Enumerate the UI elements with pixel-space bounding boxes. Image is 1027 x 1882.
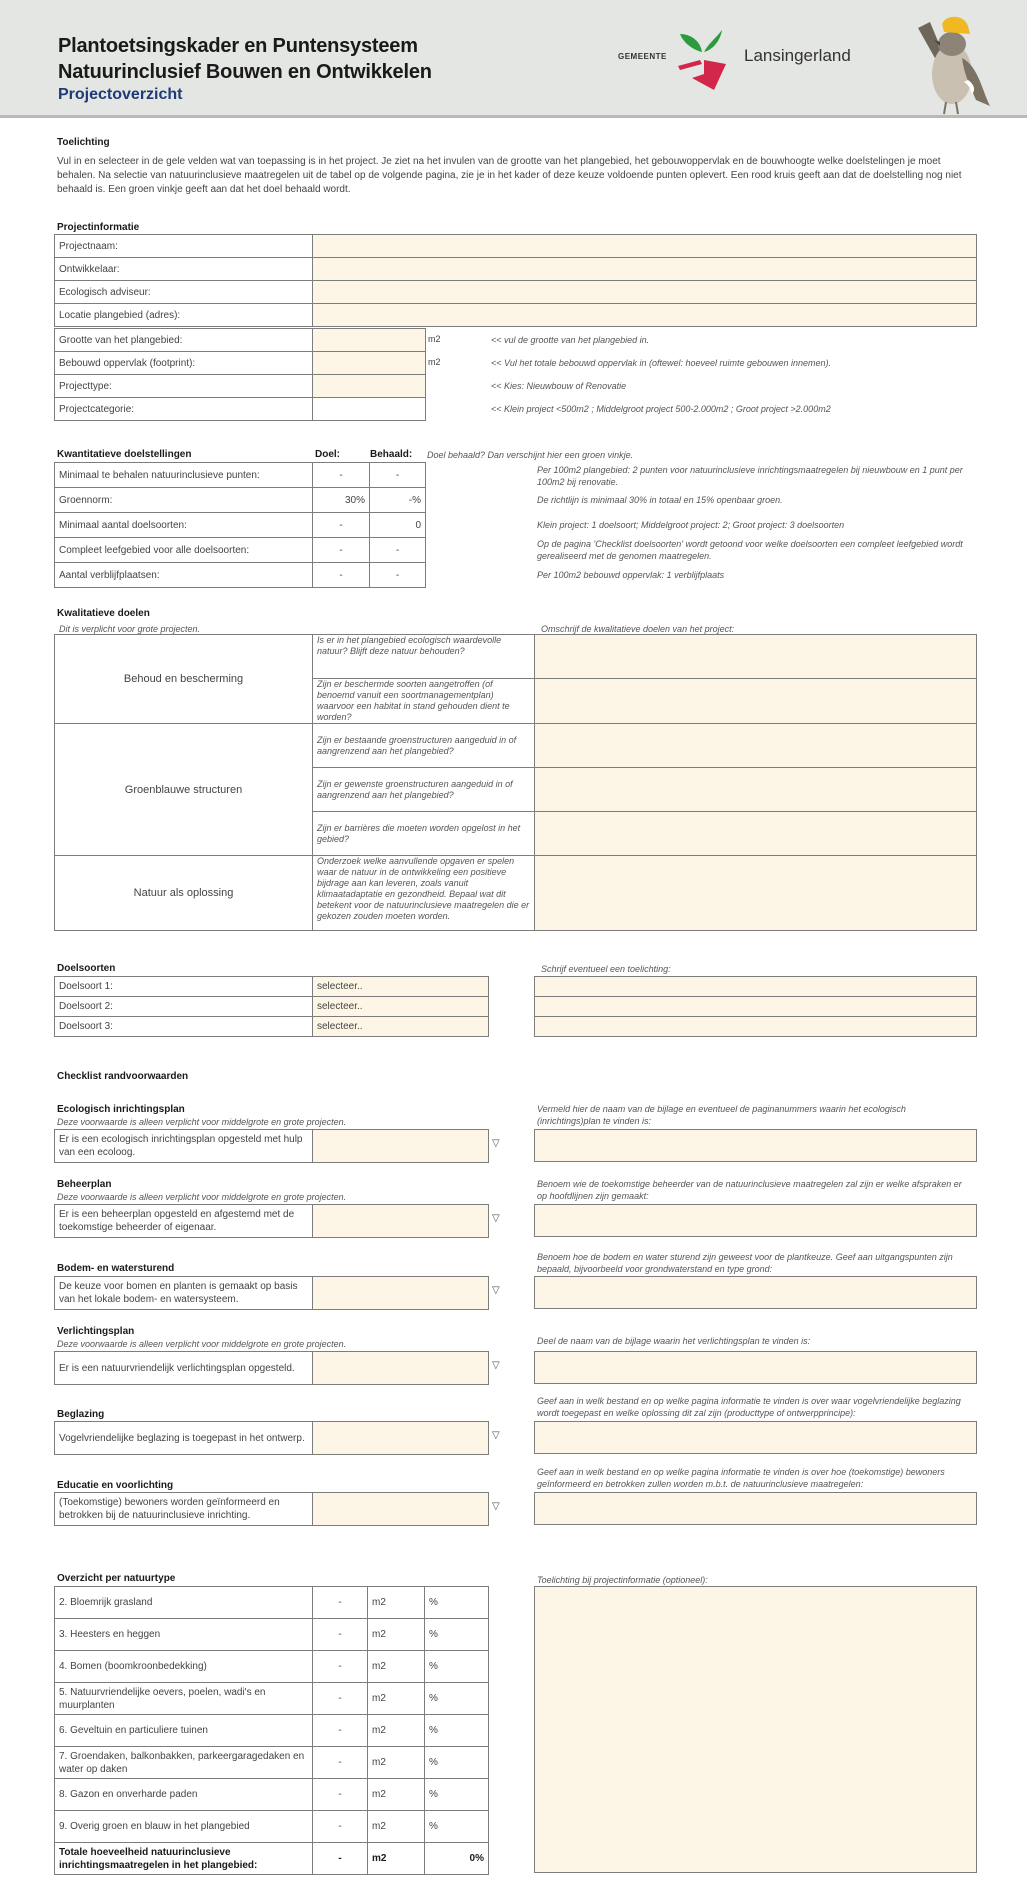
ecologisch-adviseur-input[interactable] xyxy=(313,281,977,304)
checklist-item-right-label: Geef aan in welk bestand en op welke pagina informatie te vinden is over waar vogelvriendelijke beglazing wordt toegepast en welke oplossing dit zal zijn (producttype of ontwerpprincipe): xyxy=(537,1396,961,1418)
table-row xyxy=(55,1651,489,1683)
grootte-plangebied-input[interactable] xyxy=(313,329,426,352)
natuurtype-pct: % xyxy=(425,1779,489,1811)
doelsoort-select[interactable]: selecteer.. xyxy=(313,997,489,1017)
bebouwd-oppervlak-input[interactable] xyxy=(313,352,426,375)
goal-note: Klein project: 1 doelsoort; Middelgroot project: 2; Groot project: 3 doelsoorten xyxy=(537,520,845,530)
overzicht-right-label: Toelichting bij projectinformatie (optioneel): xyxy=(537,1575,708,1585)
dropdown-arrow-icon[interactable]: ▽ xyxy=(492,1285,500,1296)
natuurtype-unit: m2 xyxy=(368,1619,425,1651)
table-row xyxy=(55,513,426,538)
checklist-item-note: Deze voorwaarde is alleen verplicht voor middelgrote en grote projecten. xyxy=(57,1192,347,1202)
goal-label: Groennorm: xyxy=(55,488,313,513)
projectcategorie-value xyxy=(313,398,426,421)
natuurtype-unit: m2 xyxy=(368,1651,425,1683)
checklist-statement: Er is een beheerplan opgesteld en afgestemd met de toekomstige beheerder of eigenaar. xyxy=(55,1205,313,1238)
natuurtype-value: - xyxy=(313,1715,368,1747)
natuurtype-label: 3. Heesters en heggen xyxy=(55,1619,313,1651)
goal-note: Per 100m2 plangebied: 2 punten voor natuurinclusieve inrichtingsmaatregelen bij nieuwbouw en 1 punt per 100m2 bij renovatie. xyxy=(537,465,963,487)
projectinformatie-table xyxy=(54,234,977,327)
goal-doel: - xyxy=(313,538,370,563)
question-text: Zijn er beschermde soorten aangetroffen (of benoemd vanuit een soortmanagementplan) waarvoor een habitat in stand gehouden dient te worden? xyxy=(313,679,535,724)
checklist-title: Checklist randvoorwaarden xyxy=(57,1071,189,1082)
natuurtype-label: 4. Bomen (boomkroonbedekking) xyxy=(55,1651,313,1683)
kwalitatief-answer-input[interactable] xyxy=(535,724,977,768)
beheerplan-select[interactable] xyxy=(313,1205,489,1238)
checklist-item-right-label: Benoem wie de toekomstige beheerder van de natuurinclusieve maatregelen zal zijn er welke afspraken er op hoofdlijnen zijn gemaakt: xyxy=(537,1179,962,1201)
table-row xyxy=(55,1715,489,1747)
natuurtype-unit: m2 xyxy=(368,1683,425,1715)
field-label: Locatie plangebied (adres): xyxy=(55,304,313,327)
checklist-statement: Vogelvriendelijke beglazing is toegepast in het ontwerp. xyxy=(55,1422,313,1455)
natuurtype-pct: % xyxy=(425,1587,489,1619)
locatie-input[interactable] xyxy=(313,304,977,327)
natuurtype-unit: m2 xyxy=(368,1587,425,1619)
natuurtype-value: - xyxy=(313,1587,368,1619)
goal-behaald: -% xyxy=(370,488,426,513)
toelichting-title: Toelichting xyxy=(57,137,110,148)
table-row xyxy=(55,304,977,327)
projectinformatie-toelichting-input[interactable] xyxy=(534,1586,977,1873)
doelsoort-toelichting-input[interactable] xyxy=(535,977,977,997)
kwalitatief-title: Kwalitatieve doelen xyxy=(57,608,150,619)
table-row xyxy=(55,281,977,304)
kwalitatief-answer-input[interactable] xyxy=(535,856,977,931)
table-row xyxy=(55,375,426,398)
field-label: Projectnaam: xyxy=(55,235,313,258)
goal-doel: - xyxy=(313,563,370,588)
table-row xyxy=(55,997,489,1017)
checklist-statement: De keuze voor bomen en planten is gemaakt op basis van het lokale bodem- en watersysteem. xyxy=(55,1277,313,1310)
kwalitatief-table xyxy=(54,634,977,931)
field-label: Grootte van het plangebied: xyxy=(55,329,313,352)
goal-behaald: - xyxy=(370,563,426,588)
natuurtype-pct: % xyxy=(425,1715,489,1747)
educatie-voorlichting-select[interactable] xyxy=(313,1493,489,1526)
checklist-item-table xyxy=(54,1421,489,1455)
natuurtype-value: - xyxy=(313,1779,368,1811)
total-value: - xyxy=(313,1843,368,1875)
goal-label: Compleet leefgebied voor alle doelsoorten: xyxy=(55,538,313,563)
natuurtype-unit: m2 xyxy=(368,1811,425,1843)
page-header xyxy=(0,0,1027,118)
checklist-statement: Er is een natuurvriendelijk verlichtingsplan opgesteld. xyxy=(55,1352,313,1385)
document-title-line2: Natuurinclusief Bouwen en Ontwikkelen xyxy=(58,61,432,83)
dropdown-arrow-icon[interactable]: ▽ xyxy=(492,1360,500,1371)
overzicht-title: Overzicht per natuurtype xyxy=(57,1573,176,1584)
field-label: Bebouwd oppervlak (footprint): xyxy=(55,352,313,375)
table-row xyxy=(55,538,426,563)
natuurtype-value: - xyxy=(313,1619,368,1651)
natuurtype-pct: % xyxy=(425,1619,489,1651)
doelsoorten-title: Doelsoorten xyxy=(57,963,116,974)
checklist-toelichting-input[interactable] xyxy=(534,1129,977,1162)
mascot-bird-icon xyxy=(890,10,1010,118)
total-pct: 0% xyxy=(425,1843,489,1875)
table-row xyxy=(55,329,426,352)
checklist-item-table xyxy=(54,1492,489,1526)
table-row xyxy=(55,1683,489,1715)
table-row xyxy=(55,463,426,488)
hint-text: << Vul het totale bebouwd oppervlak in (oftewel: hoeveel ruimte gebouwen innemen). xyxy=(491,358,832,368)
group-label: Natuur als oplossing xyxy=(55,856,313,931)
dropdown-arrow-icon[interactable]: ▽ xyxy=(492,1501,500,1512)
group-label: Groenblauwe structuren xyxy=(55,724,313,856)
doelsoorten-right-label: Schrijf eventueel een toelichting: xyxy=(541,964,671,974)
verlichtingsplan-select[interactable] xyxy=(313,1352,489,1385)
checklist-toelichting-input[interactable] xyxy=(534,1204,977,1237)
checklist-item-note: Deze voorwaarde is alleen verplicht voor middelgrote en grote projecten. xyxy=(57,1339,347,1349)
table-row xyxy=(55,1017,489,1037)
natuurtype-value: - xyxy=(313,1651,368,1683)
checklist-item-title: Bodem- en watersturend xyxy=(57,1263,175,1274)
table-row xyxy=(55,235,977,258)
table-row xyxy=(55,977,489,997)
document-subtitle: Projectoverzicht xyxy=(58,86,183,103)
checklist-toelichting-input[interactable] xyxy=(534,1276,977,1309)
natuurtype-unit: m2 xyxy=(368,1779,425,1811)
natuurtype-label: 6. Geveltuin en particuliere tuinen xyxy=(55,1715,313,1747)
natuurtype-value: - xyxy=(313,1683,368,1715)
group-label: Behoud en bescherming xyxy=(55,635,313,724)
field-label: Projecttype: xyxy=(55,375,313,398)
table-row xyxy=(55,724,977,768)
dropdown-arrow-icon[interactable]: ▽ xyxy=(492,1430,500,1441)
col-doel-header: Doel: xyxy=(315,449,340,460)
dropdown-arrow-icon[interactable]: ▽ xyxy=(492,1138,500,1149)
total-label: Totale hoeveelheid natuurinclusieve inrichtingsmaatregelen in het plangebied: xyxy=(55,1843,313,1875)
behaald-note: Doel behaald? Dan verschijnt hier een groen vinkje. xyxy=(427,450,634,460)
goal-doel: 30% xyxy=(313,488,370,513)
projectinformatie-short-table xyxy=(54,328,426,421)
checklist-item-title: Beglazing xyxy=(57,1409,105,1420)
kwantitatief-title: Kwantitatieve doelstellingen xyxy=(57,449,192,460)
dropdown-arrow-icon[interactable]: ▽ xyxy=(492,1213,500,1224)
table-row xyxy=(55,1747,489,1779)
doelsoort-toelichting-input[interactable] xyxy=(535,997,977,1017)
logo-prefix: GEMEENTE xyxy=(618,52,667,61)
goal-doel: - xyxy=(313,463,370,488)
hint-text: << vul de grootte van het plangebied in. xyxy=(491,335,650,345)
field-label: Projectcategorie: xyxy=(55,398,313,421)
table-row xyxy=(55,398,426,421)
logo-name: Lansingerland xyxy=(744,46,851,65)
doelsoort-select[interactable]: selecteer.. xyxy=(313,1017,489,1037)
field-label: Ontwikkelaar: xyxy=(55,258,313,281)
goal-behaald: - xyxy=(370,463,426,488)
total-row xyxy=(55,1843,489,1875)
question-text: Is er in het plangebied ecologisch waardevolle natuur? Blijft deze natuur behouden? xyxy=(313,635,535,679)
toelichting-text: Vul in en selecteer in de gele velden wat van toepassing is in het project. Je ziet na het invulen van de grootte van het plangebied, het gebouwoppervlak en de bouwhoogte welke doelstelingen je moet behalen. Na selectie van natuurinclusieve maatregelen uit de tabel op de volgende pagina, zie je in het kader of deze keuze voldoende punten oplevert. Een rood kruis geeft aan dat de doelstelling nog niet behaald is. Een groen vinkje geeft aan dat het doel behaald wordt. xyxy=(57,156,962,195)
table-row xyxy=(55,1587,489,1619)
natuurtype-value: - xyxy=(313,1747,368,1779)
table-row xyxy=(55,1811,489,1843)
checklist-item-table xyxy=(54,1276,489,1310)
beglazing-select[interactable] xyxy=(313,1422,489,1455)
goal-behaald: - xyxy=(370,538,426,563)
document-title-line1: Plantoetsingskader en Puntensysteem xyxy=(58,35,418,57)
checklist-item-title: Verlichtingsplan xyxy=(57,1326,135,1337)
checklist-item-note: Deze voorwaarde is alleen verplicht voor middelgrote en grote projecten. xyxy=(57,1117,347,1127)
table-row xyxy=(55,635,977,679)
projectnaam-input[interactable] xyxy=(313,235,977,258)
checklist-toelichting-input[interactable] xyxy=(534,1421,977,1454)
doelsoort-toelichting-input[interactable] xyxy=(535,1017,977,1037)
natuurtype-unit: m2 xyxy=(368,1715,425,1747)
checklist-item-title: Educatie en voorlichting xyxy=(57,1480,174,1491)
natuurtype-label: 9. Overig groen en blauw in het plangebied xyxy=(55,1811,313,1843)
doelsoort-label: Doelsoort 2: xyxy=(55,997,313,1017)
table-row xyxy=(55,563,426,588)
overzicht-table xyxy=(54,1586,489,1875)
kwalitatief-answer-input[interactable] xyxy=(535,635,977,679)
natuurtype-label: 2. Bloemrijk grasland xyxy=(55,1587,313,1619)
table-row xyxy=(55,856,977,931)
logo-sprout-icon xyxy=(674,30,738,90)
checklist-toelichting-input[interactable] xyxy=(534,1492,977,1525)
question-text: Zijn er bestaande groenstructuren aangeduid in of aangrenzend aan het plangebied? xyxy=(313,724,535,768)
checklist-item-table xyxy=(54,1129,489,1163)
doelsoorten-table xyxy=(54,976,489,1037)
unit-label: m2 xyxy=(428,357,441,367)
field-label: Ecologisch adviseur: xyxy=(55,281,313,304)
checklist-item-table xyxy=(54,1351,489,1385)
hint-text: << Kies: Nieuwbouw of Renovatie xyxy=(491,381,627,391)
projecttype-select[interactable] xyxy=(313,375,426,398)
question-text: Zijn er barrières die moeten worden opgelost in het gebied? xyxy=(313,812,535,856)
kwalitatief-subtitle: Dit is verplicht voor grote projecten. xyxy=(59,624,201,634)
natuurtype-label: 7. Groendaken, balkonbakken, parkeergaragedaken en water op daken xyxy=(55,1747,313,1779)
kwalitatief-right-label: Omschrijf de kwalitatieve doelen van het project: xyxy=(541,624,735,634)
natuurtype-pct: % xyxy=(425,1747,489,1779)
gemeente-logo xyxy=(618,28,851,90)
goal-note: Op de pagina 'Checklist doelsoorten' wordt getoond voor welke doelsoorten een compleet leefgebied wordt gerealiseerd met de genomen maatregelen. xyxy=(537,539,963,561)
col-behaald-header: Behaald: xyxy=(370,449,413,460)
kwantitatief-table xyxy=(54,462,426,588)
goal-behaald: 0 xyxy=(370,513,426,538)
question-text: Zijn er gewenste groenstructuren aangeduid in of aangrenzend aan het plangebied? xyxy=(313,768,535,812)
table-row xyxy=(55,352,426,375)
kwalitatief-answer-input[interactable] xyxy=(535,812,977,856)
checklist-item-table xyxy=(54,1204,489,1238)
checklist-statement: Er is een ecologisch inrichtingsplan opgesteld met hulp van een ecoloog. xyxy=(55,1130,313,1163)
natuurtype-label: 5. Natuurvriendelijke oevers, poelen, wadi's en muurplanten xyxy=(55,1683,313,1715)
unit-label: m2 xyxy=(428,334,441,344)
natuurtype-pct: % xyxy=(425,1651,489,1683)
hint-text: << Klein project <500m2 ; Middelgroot project 500-2.000m2 ; Groot project >2.000m2 xyxy=(491,404,831,414)
projectinformatie-title: Projectinformatie xyxy=(57,222,140,233)
ontwikkelaar-input[interactable] xyxy=(313,258,977,281)
natuurtype-unit: m2 xyxy=(368,1747,425,1779)
goal-note: De richtlijn is minimaal 30% in totaal en 15% openbaar groen. xyxy=(537,495,783,505)
goal-label: Minimaal te behalen natuurinclusieve punten: xyxy=(55,463,313,488)
checklist-item-right-label: Geef aan in welk bestand en op welke pagina informatie te vinden is over hoe (toekomstige) bewoners geïnformeerd en betrokken zullen worden m.b.t. de natuurinclusieve maatregelen: xyxy=(537,1467,945,1489)
kwalitatief-answer-input[interactable] xyxy=(535,768,977,812)
ecologisch-inrichtingsplan-select[interactable] xyxy=(313,1130,489,1163)
total-unit: m2 xyxy=(368,1843,425,1875)
natuurtype-value: - xyxy=(313,1811,368,1843)
goal-label: Minimaal aantal doelsoorten: xyxy=(55,513,313,538)
checklist-item-right-label: Vermeld hier de naam van de bijlage en eventueel de paginanummers waarin het ecologisch (inrichtings)plan te vinden is: xyxy=(537,1104,906,1126)
table-row xyxy=(55,258,977,281)
table-row xyxy=(55,488,426,513)
doelsoort-label: Doelsoort 1: xyxy=(55,977,313,997)
goal-note: Per 100m2 bebouwd oppervlak: 1 verblijfplaats xyxy=(537,570,725,580)
checklist-item-right-label: Deel de naam van de bijlage waarin het verlichtingsplan te vinden is: xyxy=(537,1336,811,1346)
checklist-item-title: Ecologisch inrichtingsplan xyxy=(57,1104,185,1115)
question-text: Onderzoek welke aanvullende opgaven er spelen waar de natuur in de ontwikkeling een positieve bijdrage aan kan leveren, zoals vanuit klimaatadaptatie en gezondheid. Bepaal wat dit betekent voor de natuurinclusieve maatregelen die er gekozen zouden moeten worden. xyxy=(313,856,535,931)
checklist-item-right-label: Benoem hoe de bodem en water sturend zijn geweest voor de plantkeuze. Geef aan uitgangspunten zijn bepaald, bijvoorbeeld voor grondwaterstand en type grond: xyxy=(537,1252,953,1274)
natuurtype-pct: % xyxy=(425,1811,489,1843)
natuurtype-label: 8. Gazon en onverharde paden xyxy=(55,1779,313,1811)
table-row xyxy=(55,1619,489,1651)
goal-doel: - xyxy=(313,513,370,538)
checklist-toelichting-input[interactable] xyxy=(534,1351,977,1384)
table-row xyxy=(55,1779,489,1811)
checklist-item-title: Beheerplan xyxy=(57,1179,112,1190)
bodem-watersturend-select[interactable] xyxy=(313,1277,489,1310)
kwalitatief-answer-input[interactable] xyxy=(535,679,977,724)
doelsoort-select[interactable]: selecteer.. xyxy=(313,977,489,997)
goal-label: Aantal verblijfplaatsen: xyxy=(55,563,313,588)
checklist-statement: (Toekomstige) bewoners worden geïnformeerd en betrokken bij de natuurinclusieve inrichting. xyxy=(55,1493,313,1526)
natuurtype-pct: % xyxy=(425,1683,489,1715)
doelsoorten-toelichting-table xyxy=(534,976,977,1037)
doelsoort-label: Doelsoort 3: xyxy=(55,1017,313,1037)
